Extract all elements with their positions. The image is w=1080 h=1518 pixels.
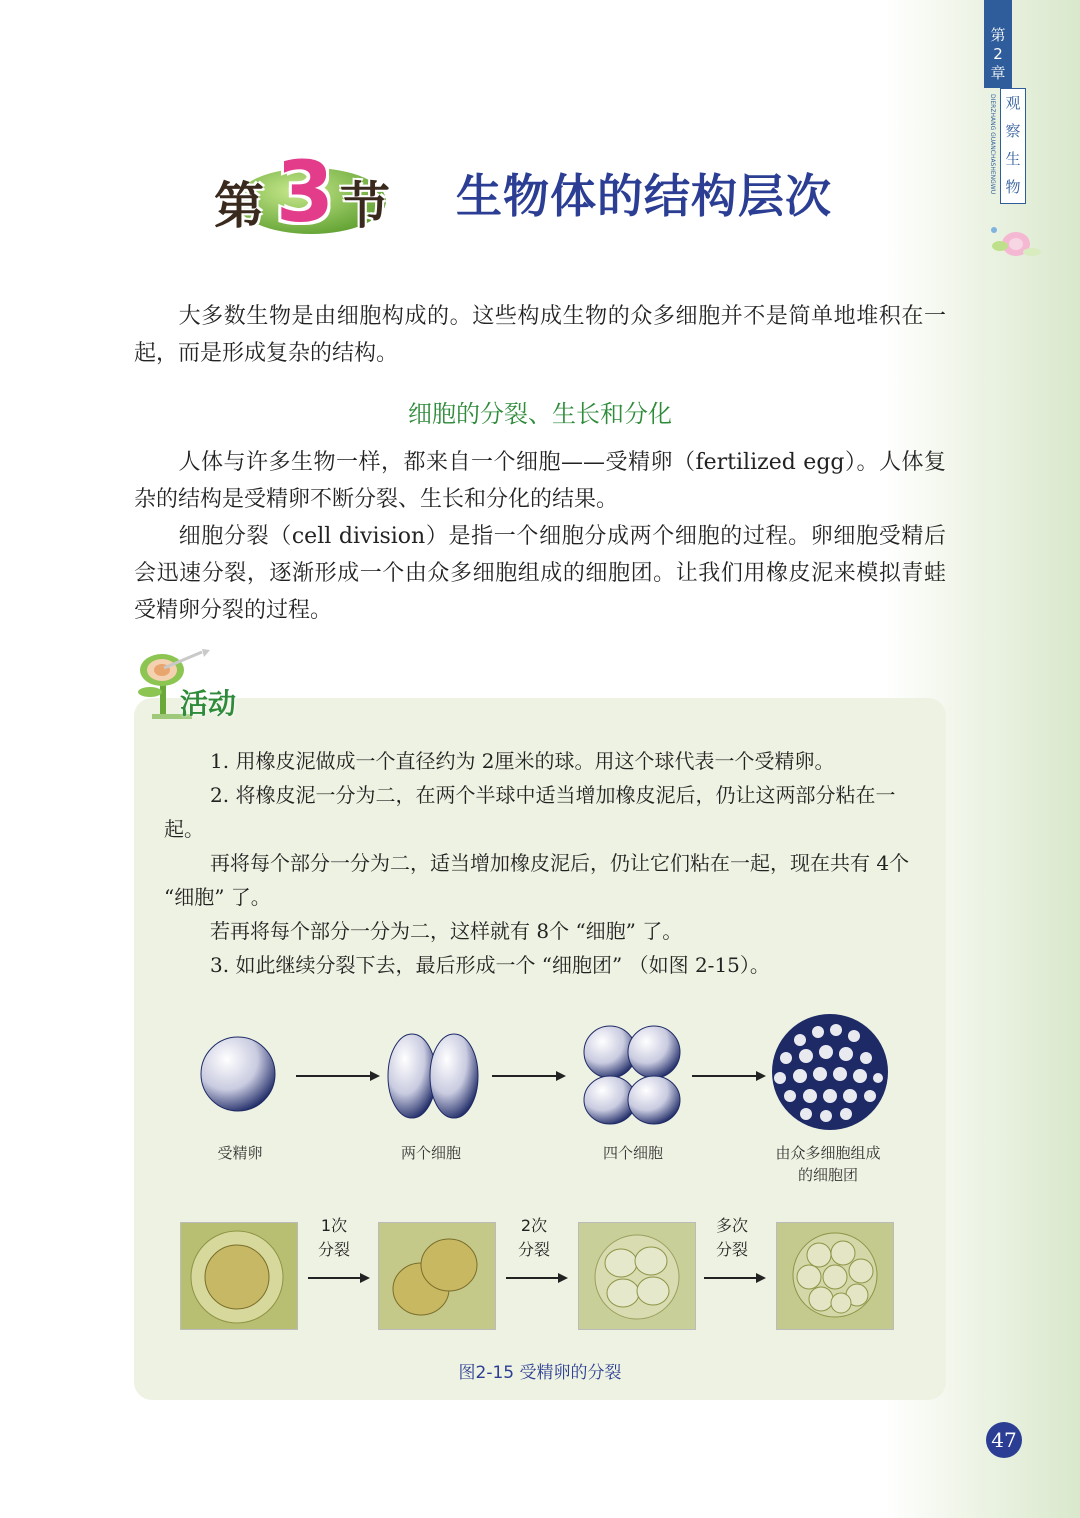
cell-division-diagram — [180, 1010, 910, 1140]
chapter-char: 2 — [993, 45, 1003, 63]
diagram-label: 四个细胞 — [602, 1144, 663, 1162]
division-step-count: 多次 — [715, 1216, 748, 1235]
activity-step-text: 再将每个部分一分为二，适当增加橡皮泥后，仍让它们粘在一起，现在共有 4个 “细胞” 了。 — [164, 851, 910, 909]
chapter-pinyin: DIERZHANG GUANCHASHENGWU — [989, 94, 996, 195]
two-cells-drawing — [388, 1034, 478, 1118]
book-title-char: 生 — [1005, 150, 1021, 168]
division-step-label — [504, 1214, 564, 1262]
photo-four-cells — [578, 1222, 696, 1330]
activity-title: 活动 — [180, 687, 237, 720]
section-suffix: 节 — [340, 176, 390, 235]
diagram-label: 两个细胞 — [400, 1144, 461, 1162]
book-title-char: 物 — [1005, 178, 1021, 196]
photo-two-cells — [378, 1222, 496, 1330]
body-paragraph — [134, 444, 946, 518]
chapter-char: 第 — [990, 26, 1006, 44]
division-step-label — [304, 1214, 364, 1262]
division-step-word: 分裂 — [317, 1240, 350, 1259]
intro-text: 大多数生物是由细胞构成的。这些构成生物的众多细胞并不是简单地堆积在一起，而是形成复杂的结构。 — [134, 304, 946, 366]
activity-step-text: 3. 如此继续分裂下去，最后形成一个 “细胞团” （如图 2-15）。 — [210, 953, 770, 977]
page-number: 47 — [986, 1422, 1022, 1458]
diagram-label-line: 的细胞团 — [797, 1166, 858, 1184]
body-text: 人体与许多生物一样，都来自一个细胞——受精卵（fertilized egg）。人体复杂的结构是受精卵不断分裂、生长和分化的结果。 — [134, 450, 946, 512]
body-text: 细胞分裂（cell division）是指一个细胞分成两个细胞的过程。卵细胞受精后会迅速分裂，逐渐形成一个由众多细胞组成的细胞团。让我们用橡皮泥来模拟青蛙受精卵分裂的过程。 — [134, 524, 946, 623]
arrow-right-icon — [308, 1272, 370, 1284]
figure-caption: 图2-15 受精卵的分裂 — [458, 1363, 622, 1383]
activity-step — [164, 778, 916, 846]
photo-fertilized-egg — [180, 1222, 298, 1330]
activity-step — [164, 744, 916, 778]
book-title-tab — [1000, 88, 1026, 204]
activity-step — [164, 948, 916, 982]
division-step-count: 2次 — [520, 1216, 548, 1235]
diagram-label — [756, 1142, 900, 1186]
section-prefix: 第 — [214, 176, 264, 235]
book-title-char: 察 — [1005, 122, 1021, 140]
section-badge — [206, 143, 402, 241]
page-title: 生物体的结构层次 — [456, 169, 832, 223]
cell-mass-drawing — [772, 1014, 888, 1130]
intro-paragraph — [134, 298, 946, 372]
photo-cell-mass — [776, 1222, 894, 1330]
body-paragraph — [134, 518, 946, 629]
arrow-right-icon — [704, 1272, 766, 1284]
activity-step-text: 2. 将橡皮泥一分为二，在两个半球中适当增加橡皮泥后，仍让这两部分粘在一起。 — [164, 783, 896, 841]
book-title-char: 观 — [1005, 94, 1021, 112]
flower-decoration-icon — [986, 218, 1044, 266]
chapter-tab — [984, 0, 1012, 88]
subsection-heading: 细胞的分裂、生长和分化 — [408, 400, 672, 428]
activity-step — [164, 846, 916, 914]
activity-step — [164, 914, 916, 948]
fertilized-egg-drawing — [201, 1037, 275, 1111]
four-cells-drawing — [584, 1026, 680, 1124]
diagram-label-line: 由众多细胞组成 — [775, 1144, 881, 1162]
activity-step-text: 若再将每个部分一分为二，这样就有 8个 “细胞” 了。 — [210, 919, 683, 943]
arrow-right-icon — [506, 1272, 568, 1284]
division-step-count: 1次 — [320, 1216, 348, 1235]
section-number: 3 — [275, 143, 335, 241]
division-step-word: 分裂 — [715, 1240, 748, 1259]
activity-step-text: 1. 用橡皮泥做成一个直径约为 2厘米的球。用这个球代表一个受精卵。 — [210, 749, 835, 773]
chapter-char: 章 — [990, 64, 1006, 82]
diagram-label: 受精卵 — [217, 1144, 263, 1162]
division-step-word: 分裂 — [517, 1240, 550, 1259]
division-step-label — [702, 1214, 762, 1262]
